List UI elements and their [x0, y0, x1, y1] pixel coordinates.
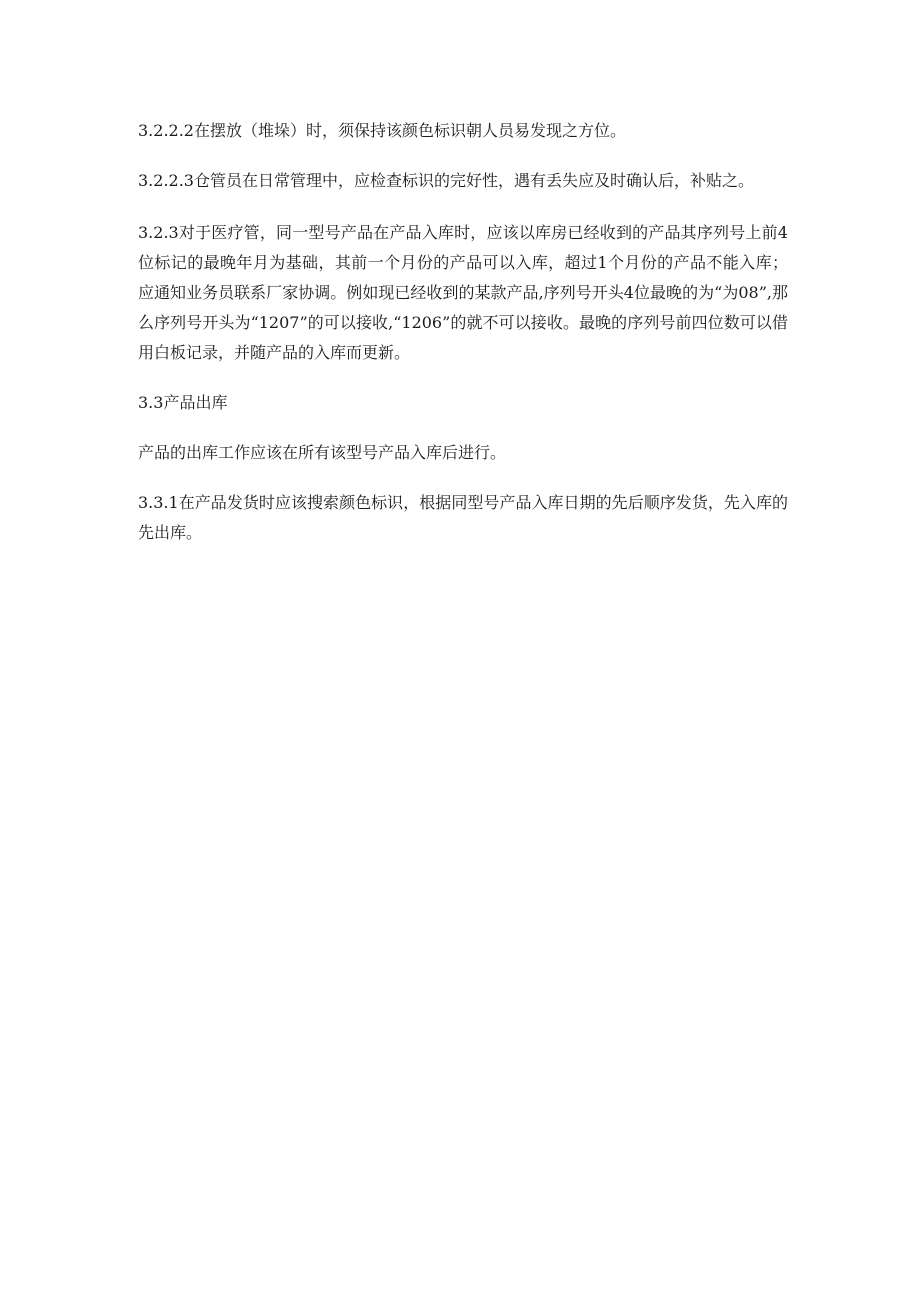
- section-heading-3-3: 3.3产品出库: [138, 393, 228, 412]
- paragraph-3-2-3: 3.2.3对于医疗管，同一型号产品在产品入库时，应该以库房已经收到的产品其序列号上前4位标记的最晚年月为基础，其前一个月份的产品可以入库，超过1个月份的产品不能入库；应通知业务员联系厂家协调。例如现已经收到的某款产品,序列号开头4位最晚的为“为08”,那么序列号开头为“1207”的可以接收,“1206”的就不可以接收。最晚的序列号前四位数可以借用白板记录，并随产品的入库而更新。: [138, 223, 788, 362]
- paragraph-outbound-intro: 产品的出库工作应该在所有该型号产品入库后进行。: [138, 443, 507, 462]
- paragraph-3-2-2-3: 3.2.2.3仓管员在日常管理中，应检查标识的完好性，遇有丢失应及时确认后，补贴之。: [138, 171, 754, 190]
- document-body: [138, 116, 788, 568]
- paragraph-3-2-2-2: 3.2.2.2在摆放（堆垛）时，须保持该颜色标识朝人员易发现之方位。: [138, 121, 626, 140]
- paragraph-3-3-1: 3.3.1在产品发货时应该搜索颜色标识，根据同型号产品入库日期的先后顺序发货，先入库的先出库。: [138, 493, 788, 542]
